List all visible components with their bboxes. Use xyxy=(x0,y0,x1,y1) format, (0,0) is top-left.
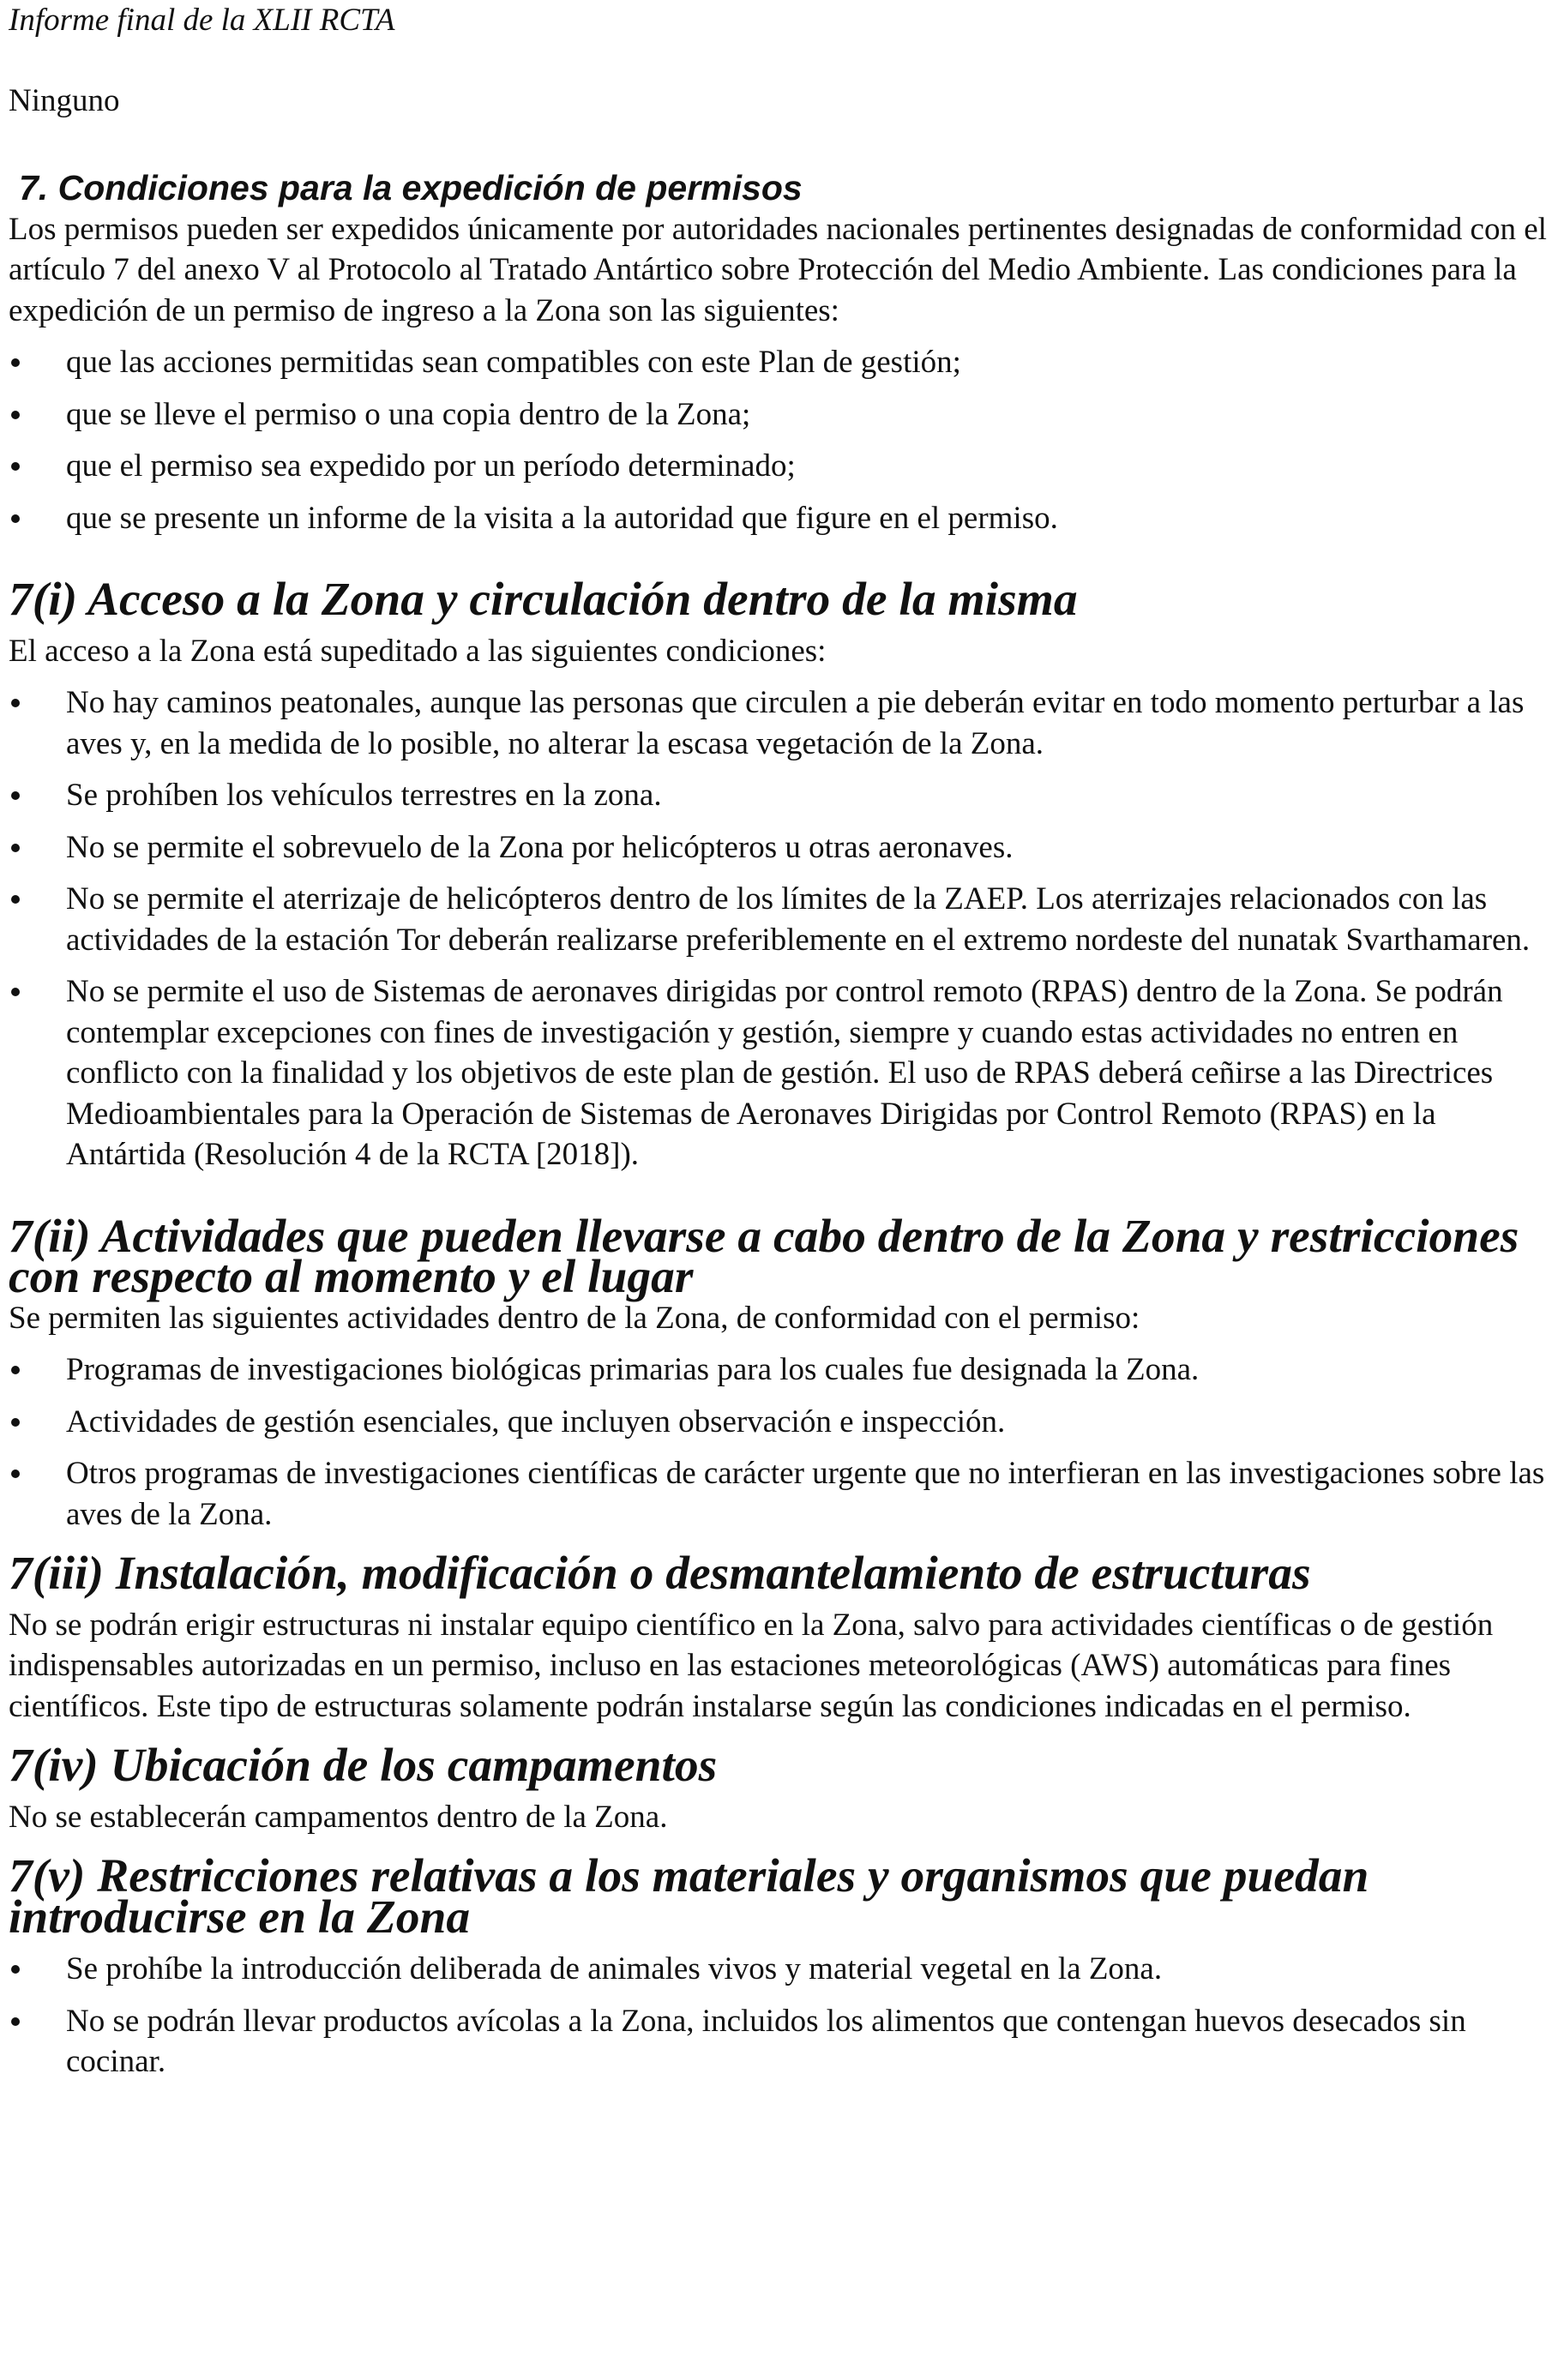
section-7iii-body: No se podrán erigir estructuras ni instalar equipo científico en la Zona, salvo para actividades científicas o de gestión indispensables autorizadas en un permiso, incluso en las estaciones meteorológicas (AWS) automáticas para fines científicos. Este tipo de estructuras solamente podrán instalarse según las condiciones indicadas en el permiso. xyxy=(9,1607,1494,1724)
list-item: No se permite el sobrevuelo de la Zona por helicópteros u otras aeronaves. xyxy=(9,827,1552,868)
section-7ii-intro: Se permiten las siguientes actividades dentro de la Zona, de conformidad con el permiso: xyxy=(9,1300,1140,1336)
list-item: No se permite el aterrizaje de helicópteros dentro de los límites de la ZAEP. Los aterrizajes relacionados con las actividades de la estación Tor deberán realizarse preferiblemente en el extremo nordeste del nunatak Svarthamaren. xyxy=(9,879,1552,960)
list-item: que las acciones permitidas sean compatibles con este Plan de gestión; xyxy=(9,342,1552,383)
paragraph-ninguno: Ninguno xyxy=(9,83,120,118)
list-item: Se prohíbe la introducción deliberada de animales vivos y material vegetal en la Zona. xyxy=(9,1949,1552,1990)
permit-conditions-list xyxy=(9,342,1552,538)
list-item: Actividades de gestión esenciales, que incluyen observación e inspección. xyxy=(9,1402,1552,1443)
list-item: que se lleve el permiso o una copia dentro de la Zona; xyxy=(9,394,1552,436)
section-7iv-heading: 7(iv) Ubicación de los campamentos xyxy=(9,1740,718,1792)
section-7iv-body: No se establecerán campamentos dentro de la Zona. xyxy=(9,1799,668,1835)
list-item: Se prohíben los vehículos terrestres en la zona. xyxy=(9,775,1552,816)
running-header: Informe final de la XLII RCTA xyxy=(9,3,395,38)
permitted-activities-list xyxy=(9,1349,1552,1535)
list-item: No se podrán llevar productos avícolas a la Zona, incluidos los alimentos que contengan huevos desecados sin cocinar. xyxy=(9,2001,1552,2082)
section-7iii-heading: 7(iii) Instalación, modificación o desmantelamiento de estructuras xyxy=(9,1548,1311,1600)
section-7v-heading: 7(v) Restricciones relativas a los materiales y organismos que puedan introducirse en la Zona xyxy=(9,1850,1369,1944)
list-item: No se permite el uso de Sistemas de aeronaves dirigidas por control remoto (RPAS) dentro de la Zona. Se podrán contemplar excepciones con fines de investigación y gestión, siempre y cuando estas actividades no entren en conflicto con la finalidad y los objetivos de este plan de gestión. El uso de RPAS deberá ceñirse a las Directrices Medioambientales para la Operación de Sistemas de Aeronaves Dirigidas por Control Remoto (RPAS) en la Antártida (Resolución 4 de la RCTA [2018]). xyxy=(9,971,1552,1175)
document-page xyxy=(9,0,1552,2082)
section-7i-heading: 7(i) Acceso a la Zona y circulación dentro de la misma xyxy=(9,574,1078,626)
list-item: que el permiso sea expedido por un período determinado; xyxy=(9,446,1552,487)
section-7i-intro: El acceso a la Zona está supeditado a las siguientes condiciones: xyxy=(9,633,827,669)
list-item: No hay caminos peatonales, aunque las personas que circulen a pie deberán evitar en todo momento perturbar a las aves y, en la medida de lo posible, no alterar la escasa vegetación de la Zona. xyxy=(9,682,1552,764)
list-item: que se presente un informe de la visita a la autoridad que figure en el permiso. xyxy=(9,498,1552,539)
section-7-intro: Los permisos pueden ser expedidos únicamente por autoridades nacionales pertinentes designadas de conformidad con el artículo 7 del anexo V al Protocolo al Tratado Antártico sobre Protección del Medio Ambiente. Las condiciones para la expedición de un permiso de ingreso a la Zona son las siguientes: xyxy=(9,211,1547,328)
materials-restrictions-list xyxy=(9,1949,1552,2082)
section-7-heading: 7. Condiciones para la expedición de permisos xyxy=(19,167,803,207)
list-item: Programas de investigaciones biológicas primarias para los cuales fue designada la Zona. xyxy=(9,1349,1552,1391)
section-7ii-heading: 7(ii) Actividades que pueden llevarse a cabo dentro de la Zona y restricciones con respecto al momento y el lugar xyxy=(9,1210,1519,1303)
access-conditions-list xyxy=(9,682,1552,1175)
list-item: Otros programas de investigaciones científicas de carácter urgente que no interfieran en las investigaciones sobre las aves de la Zona. xyxy=(9,1453,1552,1535)
